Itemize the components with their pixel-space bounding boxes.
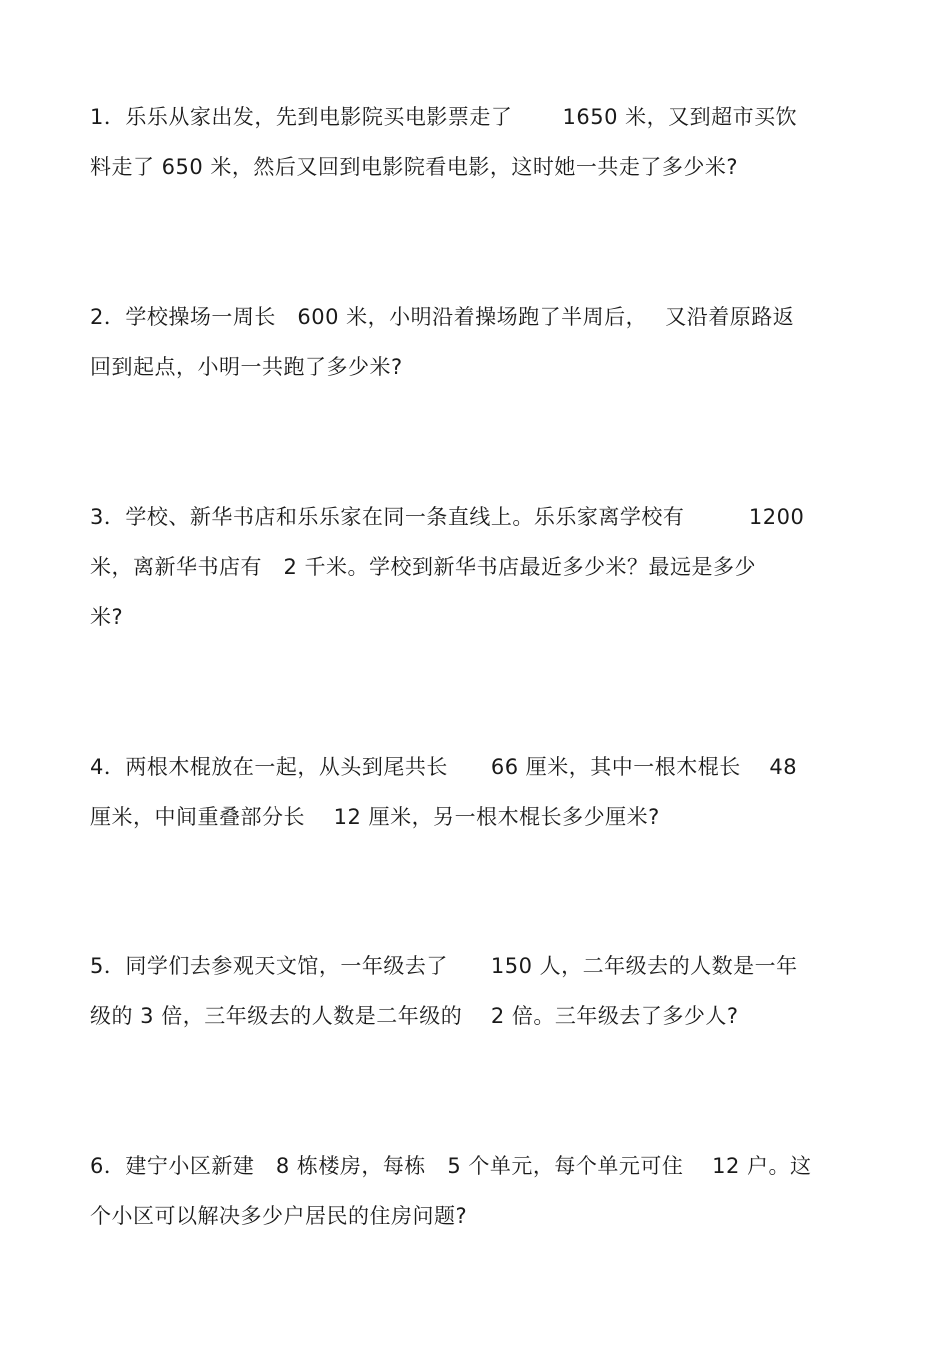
problem-1-line-2: 料走了 650 米，然后又回到电影院看电影，这时她一共走了多少米? [90,155,739,179]
problem-4-line-2: 厘米，中间重叠部分长 12 厘米，另一根木棍长多少厘米? [90,805,660,829]
problem-5-line-2: 级的 3 倍，三年级去的人数是二年级的 2 倍。三年级去了多少人? [90,1004,739,1028]
problem-5 [90,941,860,1041]
problem-1-line-1: 1．乐乐从家出发，先到电影院买电影票走了 1650 米，又到超市买饮 [90,105,798,129]
problem-3-line-2: 米，离新华书店有 2 千米。学校到新华书店最近多少米？最远是多少 [90,555,757,579]
problem-2 [90,292,860,392]
problem-6-line-1: 6．建宁小区新建 8 栋楼房，每栋 5 个单元，每个单元可住 12 户。这 [90,1154,812,1178]
problem-1 [90,92,860,192]
problem-5-line-1: 5．同学们去参观天文馆，一年级去了 150 人，二年级去的人数是一年 [90,954,798,978]
problem-4-line-1: 4．两根木棍放在一起，从头到尾共长 66 厘米，其中一根木棍长 48 [90,755,798,779]
problem-2-line-1: 2．学校操场一周长 600 米，小明沿着操场跑了半周后， 又沿着原路返 [90,305,795,329]
problem-4 [90,742,860,842]
problem-6 [90,1141,860,1241]
problem-3-line-3: 米? [90,605,124,629]
problem-3-line-1: 3．学校、新华书店和乐乐家在同一条直线上。乐乐家离学校有 1200 [90,505,805,529]
problem-2-line-2: 回到起点，小明一共跑了多少米? [90,355,403,379]
problem-3 [90,492,860,642]
problem-6-line-2: 个小区可以解决多少户居民的住房问题? [90,1204,468,1228]
